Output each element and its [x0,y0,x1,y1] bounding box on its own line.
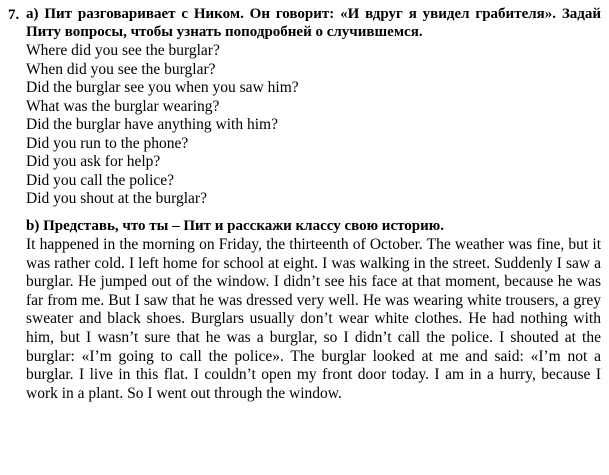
list-item: When did you see the burglar? [26,60,216,78]
part-a-instruction [26,6,601,41]
list-item: Did you run to the phone? [26,134,189,152]
exercise-number: 7. [8,7,20,23]
list-item: Did you call the police? [26,171,175,189]
list-item: Did you ask for help? [26,153,161,170]
part-a-instruction-text: Пит разговаривает с Ником. Он говорит: «И вдруг я увидел грабителя». Задай Питу вопросы, чтобы узнать поподробней о случившемся. [26,6,602,40]
list-item: Did the burglar have anything with him? [26,116,278,133]
list-item: Where did you see the burglar? [26,42,220,59]
part-a-label: a) [26,6,39,22]
list-item: Did you shout at the burglar? [26,190,207,207]
story-text: It happened in the morning on Friday, the thirteenth of October. The weather was fine, but it was rather cold. I left home for school at eight. I was walking in the street. Suddenly I saw a burglar. He jumped out of the window. I didn’t see his face at that moment, because he was far from me. But I saw that he was dressed very well. He was wearing white trousers, a grey sweater and black shoes. Burglars usually don’t wear white clothes. He had nothing with him, but I wasn’t sure that he was a burglar, so I didn’t call the police. I shouted at the burglar: «I’m going to call the police». The burglar looked at me and said: «I’m not a burglar. I live in this flat. I couldn’t open my front door today. I am in a hurry, because I work in a plant. So I went out through the window. [26,236,601,402]
list-item: Did the burglar see you when you saw him? [26,79,299,96]
part-b-instruction-text: Представь, что ты – Пит и расскажи классу свою историю. [43,217,444,234]
part-b [26,218,601,404]
part-b-instruction [26,218,601,236]
exercise-7 [8,6,601,403]
question-list [26,42,601,209]
list-item: What was the burglar wearing? [26,97,220,115]
exercise-body [26,6,601,403]
part-b-label: b) [26,217,40,234]
